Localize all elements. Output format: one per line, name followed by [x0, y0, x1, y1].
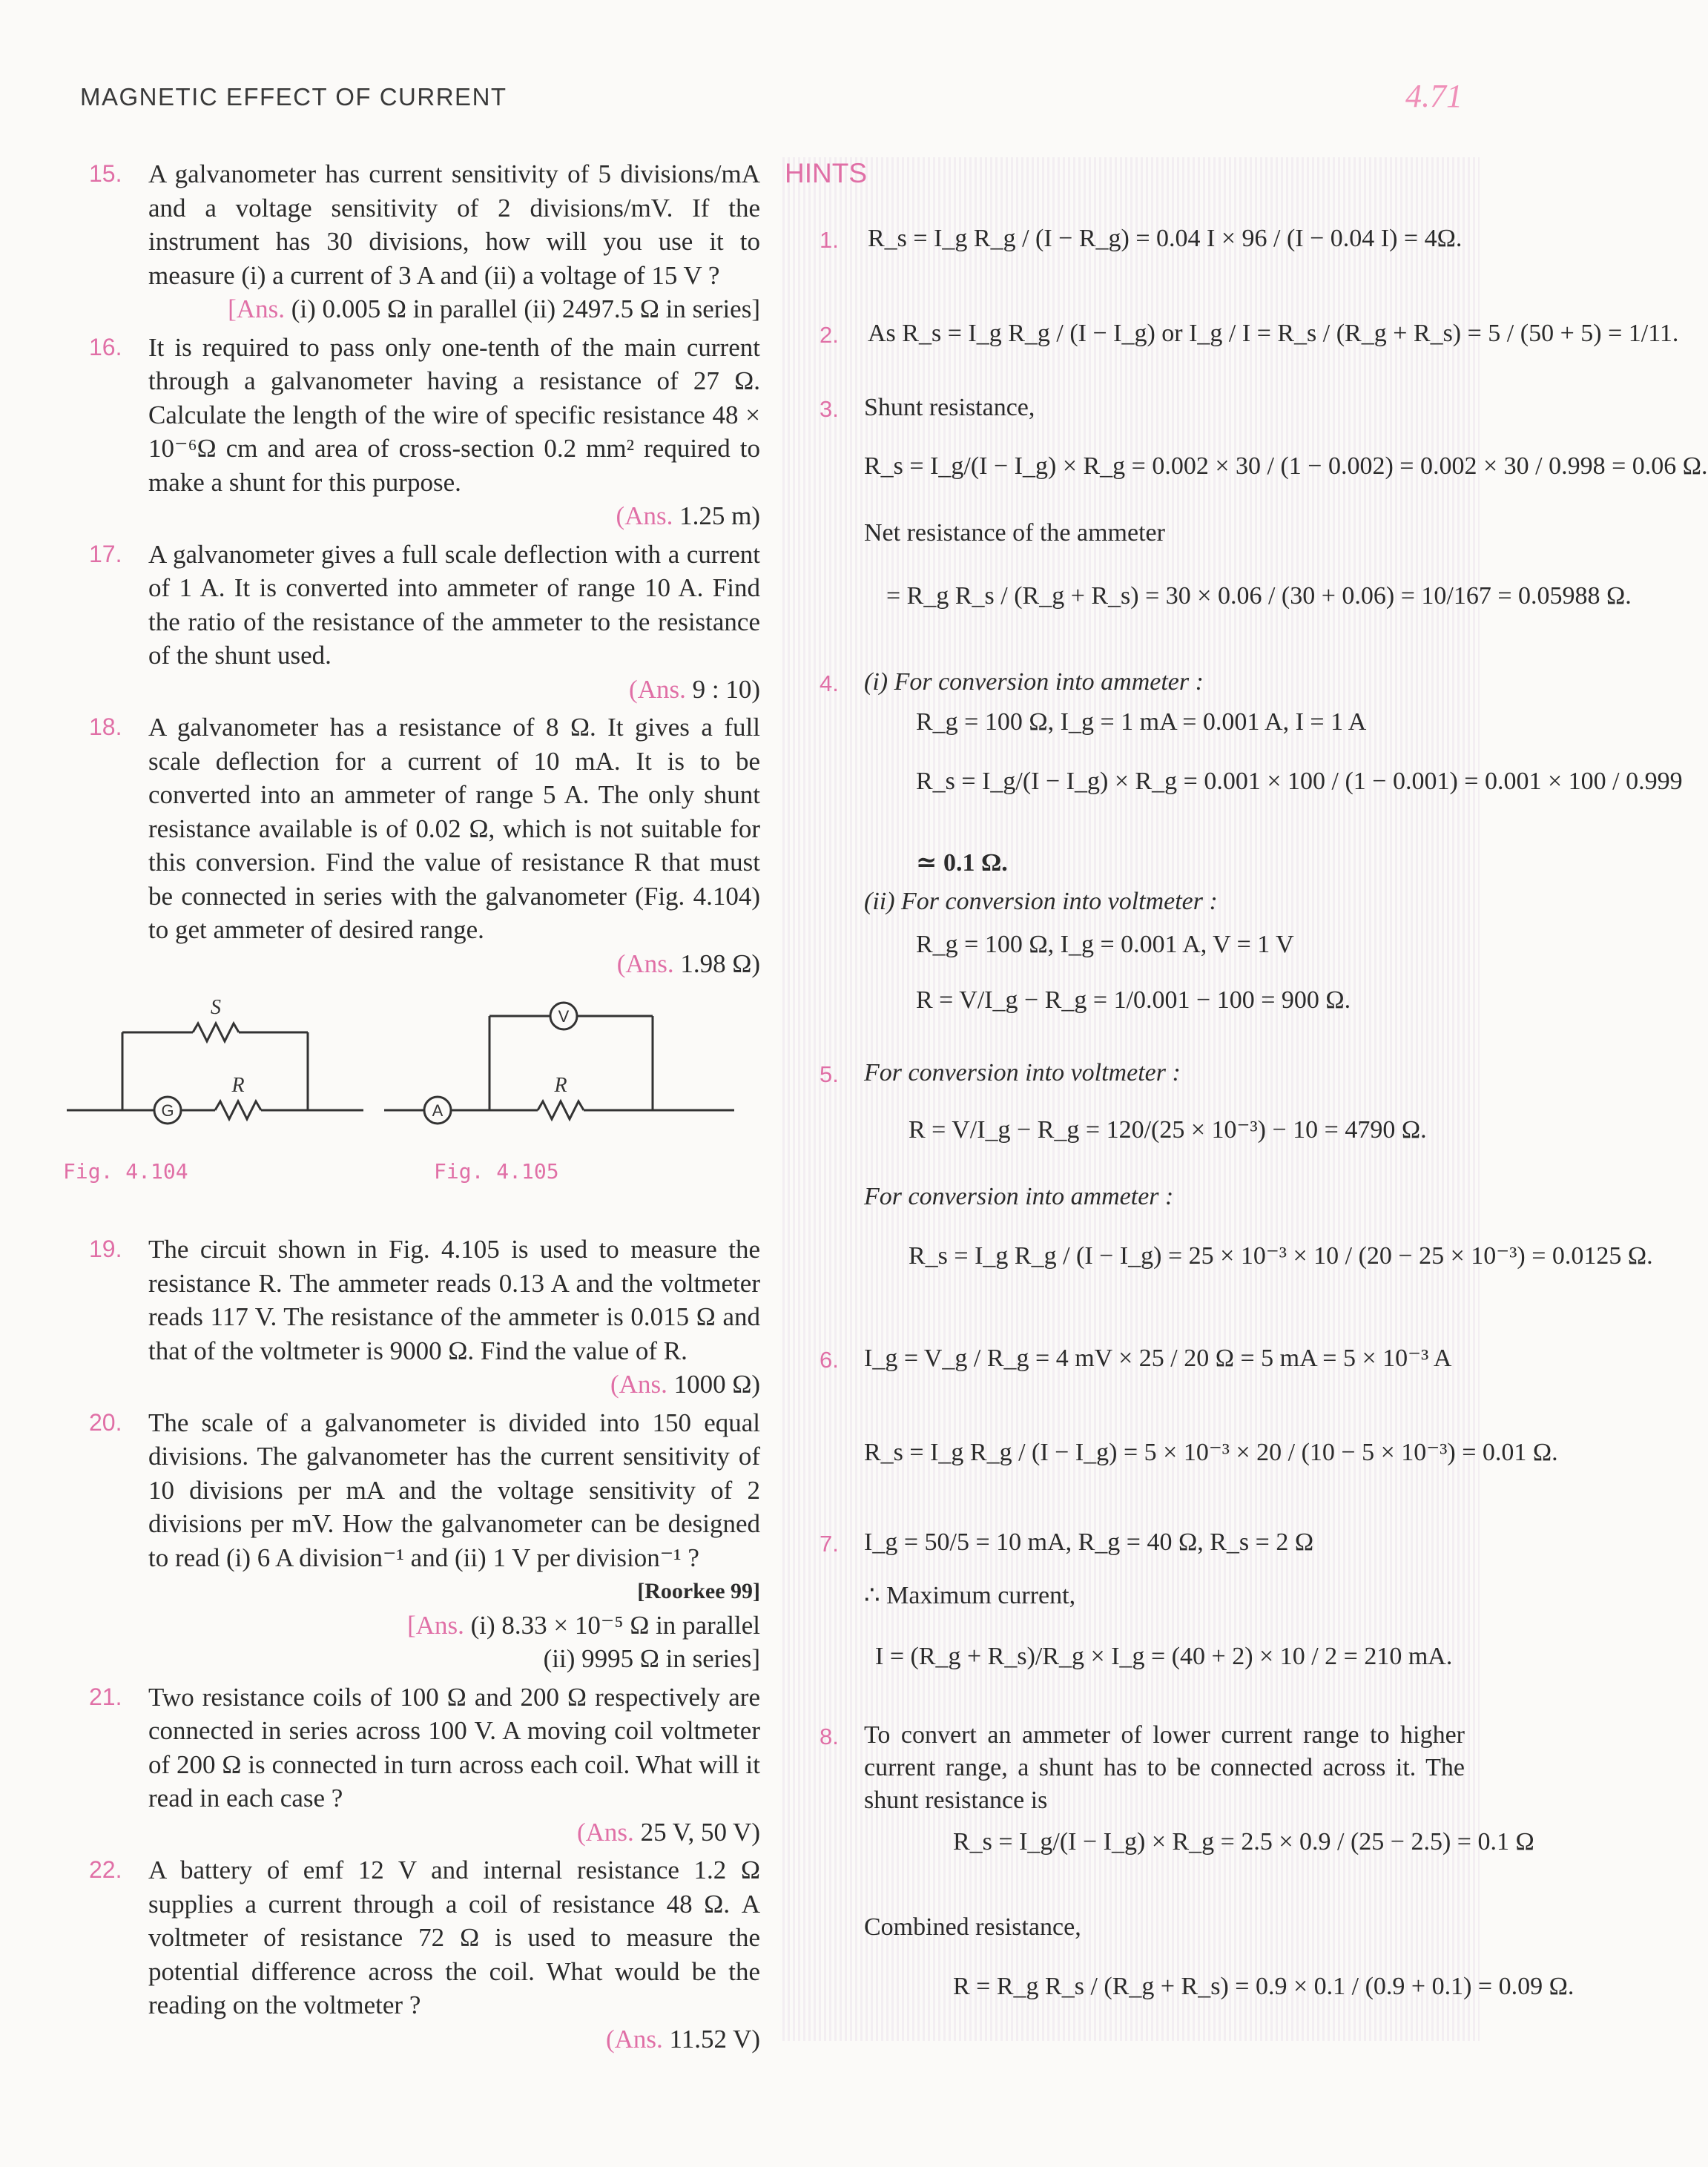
hint-1-formula: R_s = I_g R_g / (I − R_g) = 0.04 I × 96 / (I − 0.04 I) = 4Ω.: [868, 225, 1463, 252]
ammeter-symbol: A: [432, 1101, 444, 1120]
hint-number: 6.: [820, 1347, 839, 1373]
hint-4-values: R_g = 100 Ω, I_g = 1 mA = 0.001 A, I = 1 A: [916, 708, 1367, 736]
question-number: 16.: [89, 333, 122, 360]
hint-4-heading: (ii) For conversion into voltmeter :: [864, 888, 1218, 915]
hint-4-formula: R = V/I_g − R_g = 1/0.001 − 100 = 900 Ω.: [916, 986, 1351, 1014]
source-tag: [Roorkee 99]: [637, 1579, 760, 1603]
answer: (Ans. 9 : 10): [629, 674, 760, 704]
hint-7-line: ∴ Maximum current,: [864, 1582, 1076, 1609]
question-22: [89, 1853, 760, 2056]
question-text: Two resistance coils of 100 Ω and 200 Ω respectively are connected in series across 100 V. A moving coil voltmeter of 200 Ω is connected in turn across each coil. What will it read in each case ?: [148, 1682, 760, 1813]
hint-4-heading: (i) For conversion into ammeter :: [864, 668, 1204, 696]
hints-column: [782, 157, 1708, 2041]
circuit-figures: [63, 988, 760, 1233]
hint-4-result: ≃ 0.1 Ω.: [916, 849, 1008, 877]
hint-7-values: I_g = 50/5 = 10 mA, R_g = 40 Ω, R_s = 2 Ω: [864, 1528, 1314, 1556]
question-number: 20.: [89, 1408, 122, 1436]
hint-2-formula: As R_s = I_g R_g / (I − I_g) or I_g / I = R_s / (R_g + R_s) = 5 / (50 + 5) = 1/11.: [868, 320, 1679, 347]
resistor-label: R: [231, 1074, 245, 1097]
question-number: 21.: [89, 1683, 122, 1710]
hint-4-values: R_g = 100 Ω, I_g = 0.001 A, V = 1 V: [916, 931, 1294, 958]
answer: (Ans. 11.52 V): [605, 2024, 760, 2054]
hint-number: 3.: [820, 396, 839, 422]
hint-5-heading: For conversion into ammeter :: [864, 1183, 1174, 1210]
question-text: A galvanometer has a resistance of 8 Ω. It gives a full scale deflection for a current of 10 mA. It is to be converted into an ammeter of range 5 A. The only shunt resistance available is of 0.02 Ω, which is not suitable for this conversion. Find the value of resistance R that must be connected in series with the galvanometer (Fig. 4.104) to get ammeter of desired range.: [148, 713, 760, 944]
hint-5-formula: R = V/I_g − R_g = 120/(25 × 10⁻³) − 10 = 4790 Ω.: [909, 1116, 1427, 1144]
hint-4-formula: R_s = I_g/(I − I_g) × R_g = 0.001 × 100 / (1 − 0.001) = 0.001 × 100 / 0.999: [916, 768, 1683, 795]
question-text: A battery of emf 12 V and internal resistance 1.2 Ω supplies a current through a coil of resistance 48 Ω. A voltmeter of resistance 72 Ω is used to measure the potential difference across the coil. What would be the reading on the voltmeter ?: [148, 1856, 760, 2019]
hints-heading: HINTS: [785, 158, 867, 188]
hint-5-heading: For conversion into voltmeter :: [864, 1059, 1181, 1086]
question-16: [89, 331, 760, 533]
question-number: 17.: [89, 540, 122, 567]
answer: (Ans. 1.98 Ω): [616, 949, 760, 978]
hint-number: 4.: [820, 670, 839, 696]
voltmeter-symbol: V: [558, 1007, 570, 1026]
fig-4-105-caption: Fig. 4.105: [434, 1159, 559, 1184]
answer-continued: (ii) 9995 Ω in series]: [543, 1644, 760, 1673]
hint-5-formula: R_s = I_g R_g / (I − I_g) = 25 × 10⁻³ × 10 / (20 − 25 × 10⁻³) = 0.0125 Ω.: [909, 1242, 1653, 1270]
hint-number: 7.: [820, 1531, 839, 1557]
question-text: A galvanometer gives a full scale deflection with a current of 1 A. It is converted into ammeter of range 10 A. Find the ratio of the resistance of the ammeter to the resistance of the shunt used.: [148, 539, 760, 670]
question-text: The scale of a galvanometer is divided into 150 equal divisions. The galvanometer has the current sensitivity of 10 divisions per mA and the voltage sensitivity of 2 divisions per mV. How the galvanometer can be designed to read (i) 6 A division⁻¹ and (ii) 1 V per division⁻¹ ?: [148, 1408, 760, 1572]
hint-3-formula: = R_g R_s / (R_g + R_s) = 30 × 0.06 / (30 + 0.06) = 10/167 = 0.05988 Ω.: [886, 582, 1632, 610]
hint-3-line: Net resistance of the ammeter: [864, 519, 1165, 547]
hint-3-line: Shunt resistance,: [864, 394, 1035, 421]
question-number: 19.: [89, 1236, 122, 1262]
answer: (Ans. 1.25 m): [616, 501, 760, 530]
question-20: [89, 1406, 760, 1676]
hint-6-formula: I_g = V_g / R_g = 4 mV × 25 / 20 Ω = 5 mA = 5 × 10⁻³ A: [864, 1345, 1452, 1372]
fig-4-104-caption: Fig. 4.104: [63, 1159, 188, 1184]
answer: [Ans. (i) 8.33 × 10⁻⁵ Ω in parallel: [407, 1610, 760, 1640]
page-number: 4.71: [1405, 78, 1463, 114]
question-number: 22.: [89, 1856, 122, 1883]
hint-number: 8.: [820, 1724, 839, 1749]
question-number: 15.: [89, 160, 122, 187]
running-header: MAGNETIC EFFECT OF CURRENT: [80, 83, 507, 111]
hint-8-line: Combined resistance,: [864, 1913, 1081, 1941]
hint-number: 2.: [820, 322, 839, 348]
hint-8-formula: R_s = I_g/(I − I_g) × R_g = 2.5 × 0.9 / (25 − 2.5) = 0.1 Ω: [953, 1828, 1534, 1856]
hint-number: 5.: [820, 1061, 839, 1087]
question-text: A galvanometer has current sensitivity of 5 divisions/mA and a voltage sensitivity of 2 divisions/mV. If the instrument has 30 divisions, how will you use it to measure (i) a current of 3 A and (ii) a voltage of 15 V ?: [148, 159, 760, 290]
question-21: [89, 1681, 760, 1850]
exercise-column: [63, 157, 760, 2060]
question-19: [89, 1233, 760, 1402]
answer: (Ans. 25 V, 50 V): [577, 1817, 760, 1847]
question-15: [89, 157, 760, 326]
resistor-label: R: [554, 1074, 567, 1097]
question-text: It is required to pass only one-tenth of the main current through a galvanometer having a resistance of 27 Ω. Calculate the length of the wire of specific resistance 48 × 10⁻⁶Ω cm and area of cross-section 0.2 mm² required to make a shunt for this purpose.: [148, 332, 760, 497]
question-17: [89, 538, 760, 707]
question-text: The circuit shown in Fig. 4.105 is used to measure the resistance R. The ammeter reads 0.13 A and the voltmeter reads 117 V. The resistance of the ammeter is 0.015 Ω and that of the voltmeter is 9000 Ω. Find the value of R.: [148, 1235, 760, 1365]
question-18: [89, 710, 760, 980]
galvanometer-symbol: G: [161, 1101, 174, 1120]
hint-8-text: To convert an ammeter of lower current range to higher current range, a shunt has to be connected across it. The shunt resistance is: [864, 1721, 1465, 1814]
hint-6-formula: R_s = I_g R_g / (I − I_g) = 5 × 10⁻³ × 20 / (10 − 5 × 10⁻³) = 0.01 Ω.: [864, 1439, 1558, 1466]
shunt-label: S: [211, 996, 221, 1019]
answer: (Ans. 1000 Ω): [610, 1370, 760, 1399]
hint-3-formula: R_s = I_g/(I − I_g) × R_g = 0.002 × 30 / (1 − 0.002) = 0.002 × 30 / 0.998 = 0.06 Ω.: [864, 452, 1708, 480]
question-number: 18.: [89, 713, 122, 740]
hint-number: 1.: [820, 227, 839, 253]
hint-7-formula: I = (R_g + R_s)/R_g × I_g = (40 + 2) × 10 / 2 = 210 mA.: [875, 1643, 1453, 1670]
answer: [Ans. (i) 0.005 Ω in parallel (ii) 2497.5 Ω in series]: [228, 294, 760, 323]
hint-8-formula: R = R_g R_s / (R_g + R_s) = 0.9 × 0.1 / (0.9 + 0.1) = 0.09 Ω.: [953, 1973, 1575, 2000]
